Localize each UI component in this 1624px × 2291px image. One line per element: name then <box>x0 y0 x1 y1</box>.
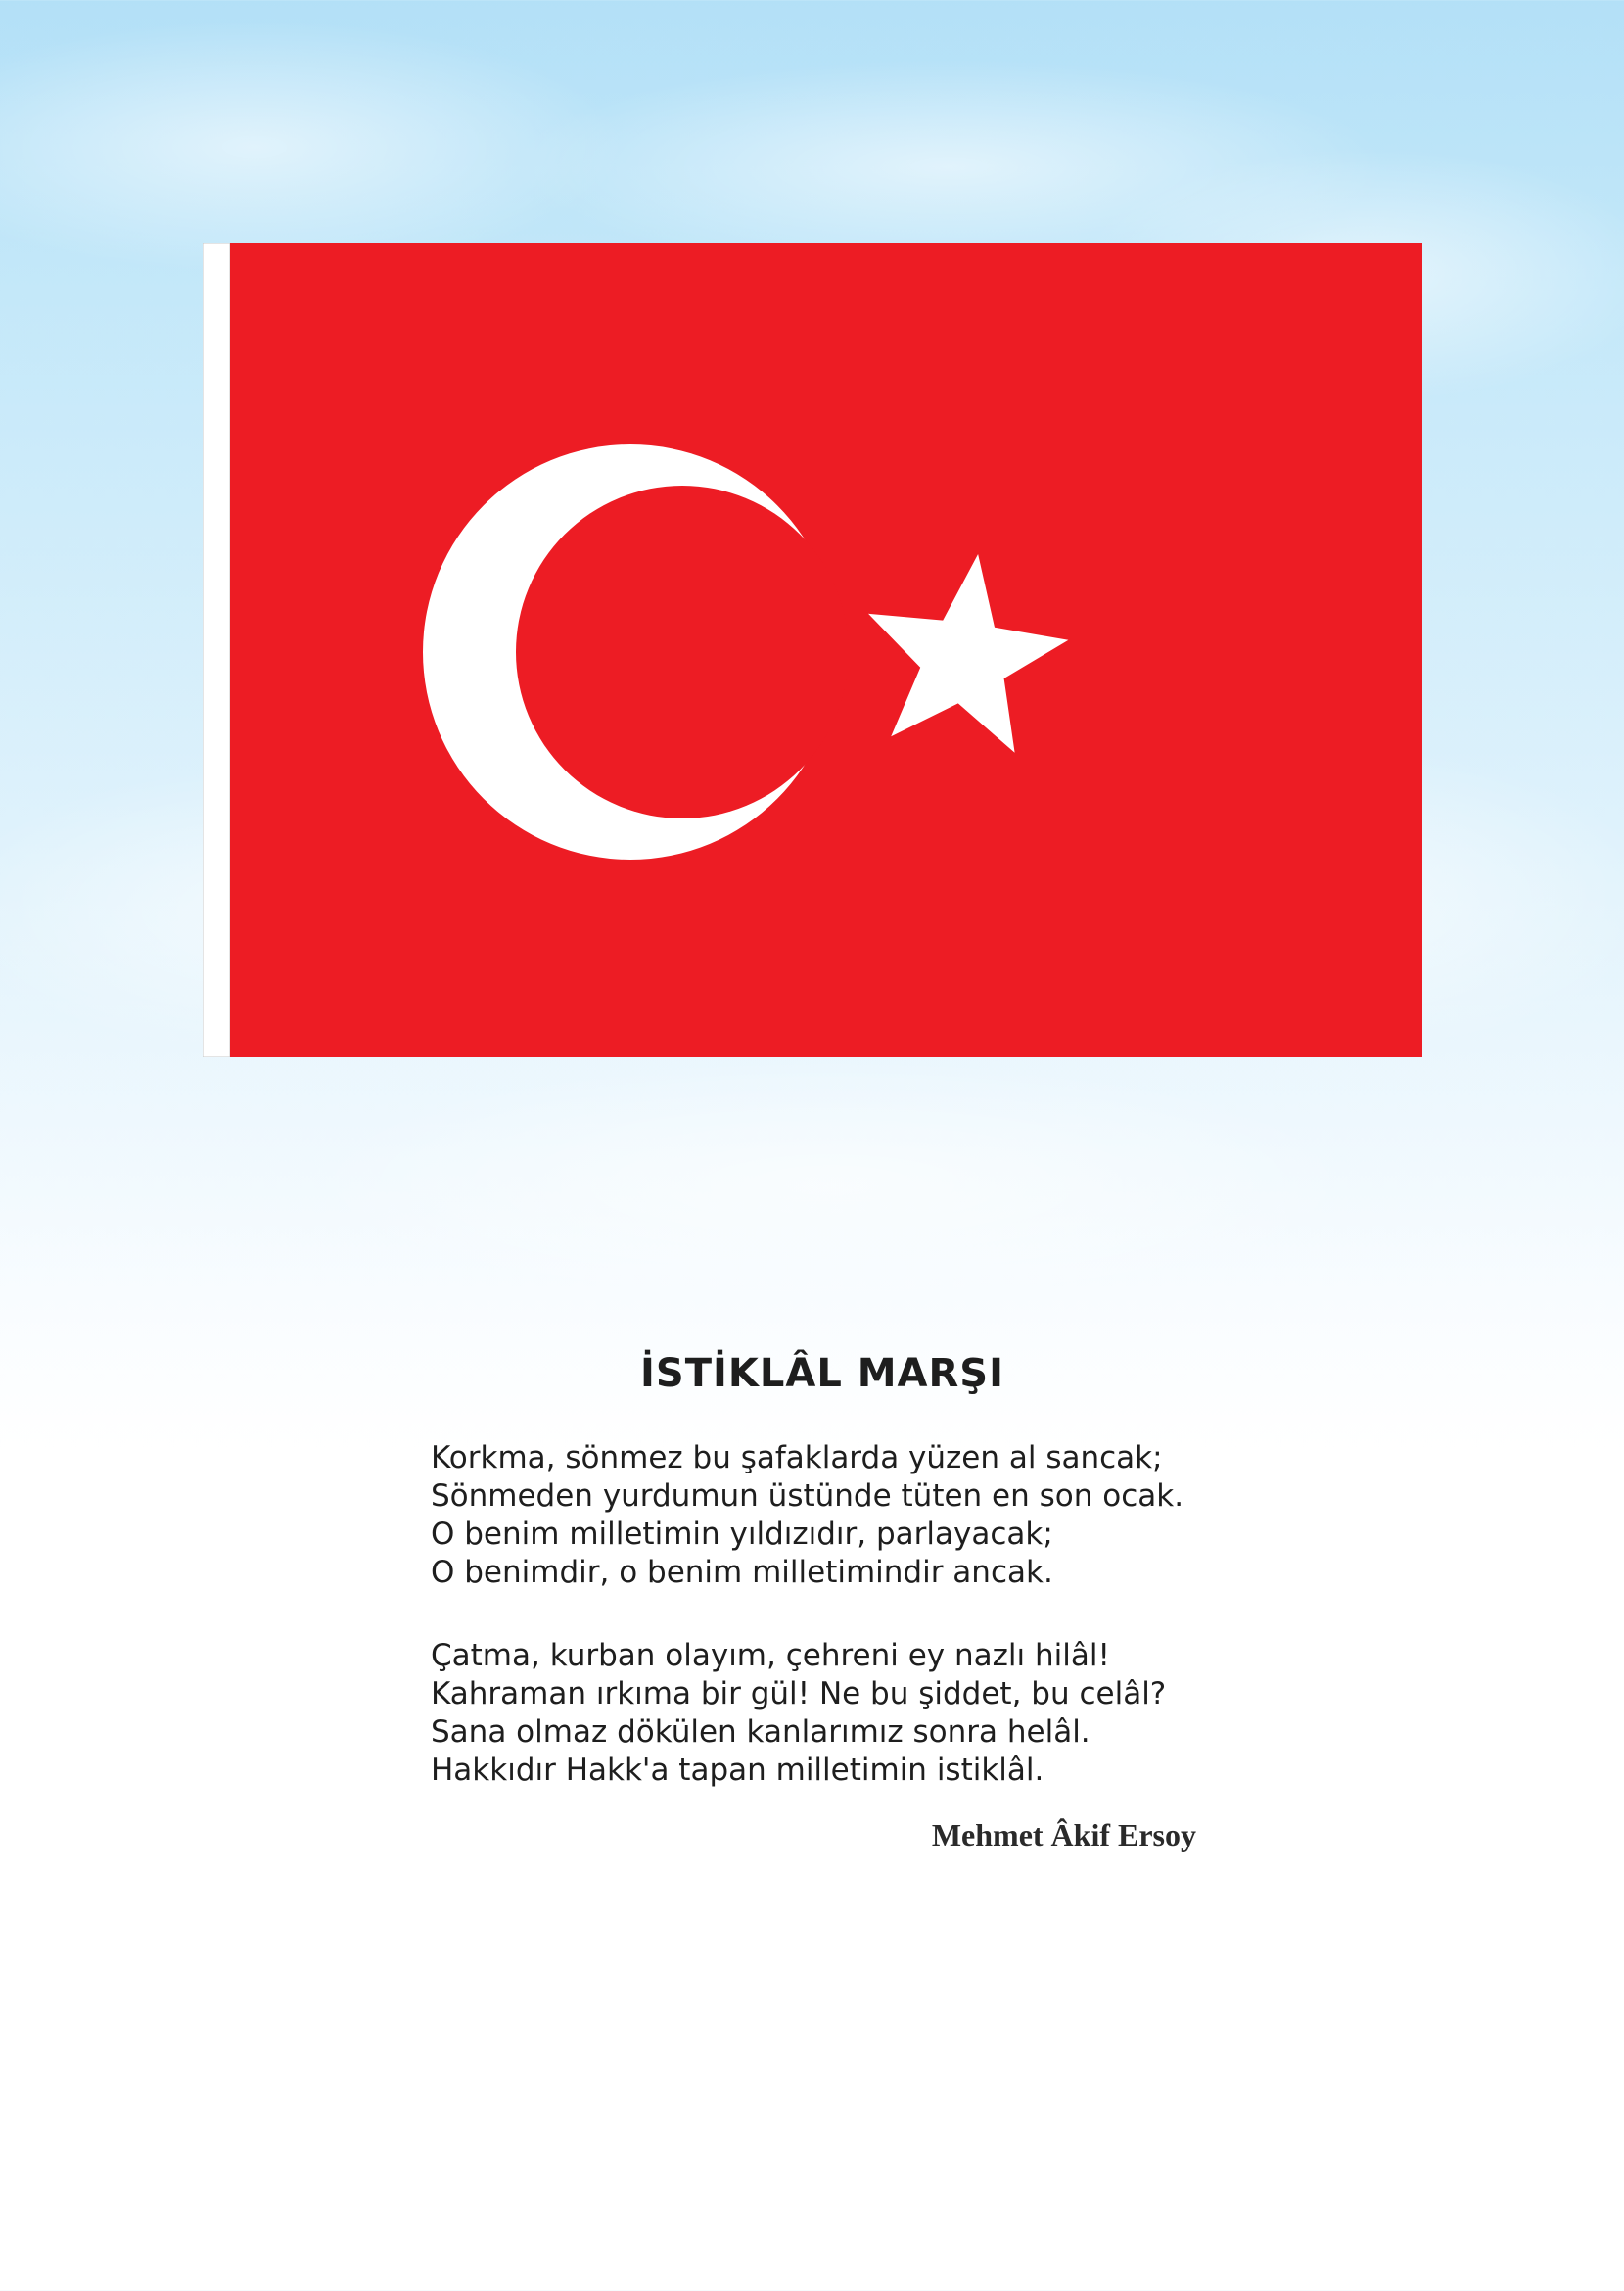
flag-hoist <box>203 243 230 1057</box>
poem-line: O benimdir, o benim milletimindir ancak. <box>431 1555 1053 1590</box>
poem-line: Çatma, kurban olayım, çehreni ey nazlı hilâl! <box>431 1638 1110 1673</box>
turkish-flag <box>203 243 1422 1057</box>
poem-line: Sana olmaz dökülen kanlarımız sonra helâl. <box>431 1714 1090 1750</box>
poem-line: O benim milletimin yıldızıdır, parlayacak; <box>431 1517 1053 1552</box>
stanza <box>431 1637 1166 1790</box>
sky-cloud <box>509 59 1390 274</box>
poem-line: Kahraman ırkıma bir gül! Ne bu şiddet, bu celâl? <box>431 1676 1167 1711</box>
poem-line: Sönmeden yurdumun üstünde tüten en son ocak. <box>431 1478 1184 1514</box>
poem-line: Korkma, sönmez bu şafaklarda yüzen al sancak; <box>431 1440 1163 1475</box>
sky-cloud <box>294 1057 1370 1312</box>
stanza <box>431 1439 1183 1592</box>
sky-cloud <box>0 20 626 274</box>
author-name: Mehmet Âkif Ersoy <box>931 1817 1196 1852</box>
poem-line: Hakkıdır Hakk'a tapan milletimin istiklâl. <box>431 1753 1044 1788</box>
anthem-title: İSTİKLÂL MARŞI <box>640 1351 1004 1396</box>
